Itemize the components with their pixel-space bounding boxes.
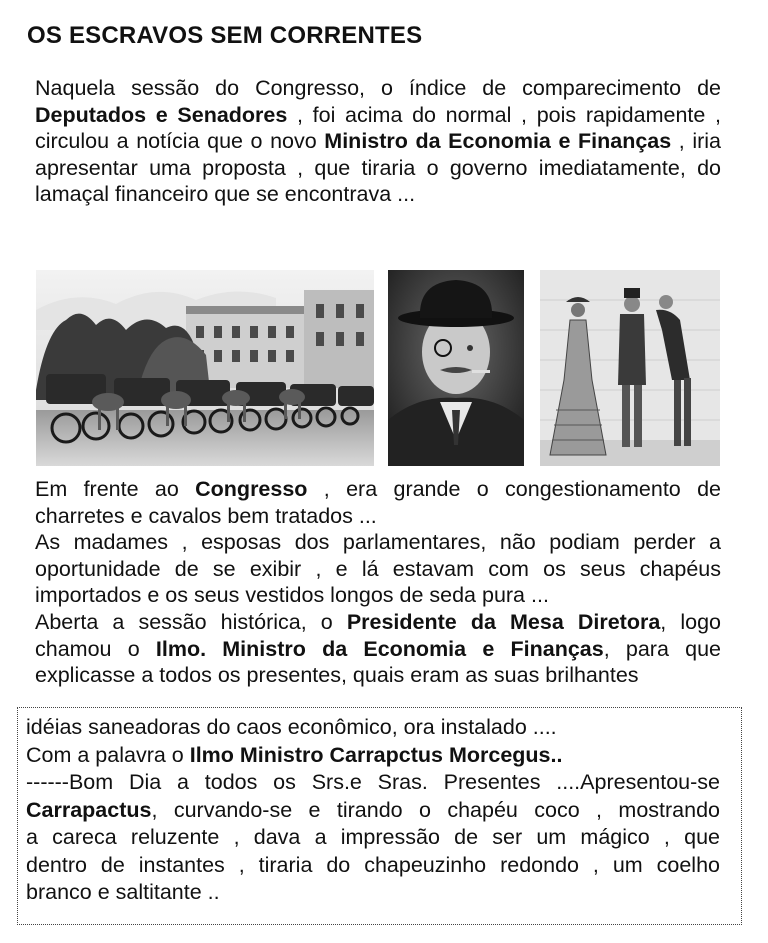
box-text bbox=[26, 714, 720, 907]
page-title: OS ESCRAVOS SEM CORRENTES bbox=[27, 22, 423, 49]
box-line-2-text: Com a palavra o bbox=[26, 742, 190, 767]
session-sentence bbox=[35, 609, 721, 689]
middle-text-2: , era grande o congestionamento de charretes e cavalos bem tratados ... bbox=[35, 477, 721, 528]
box-line-1: idéias saneadoras do caos econômico, ora instalado .... bbox=[26, 715, 557, 739]
intro-text-2: , foi acima do normal , pois rapidamente , circulou a notícia que o novo bbox=[35, 102, 721, 154]
box-line-3: ------Bom Dia a todos os Srs.e Sras. Presentes ....Apresentou-se bbox=[26, 770, 720, 794]
box-line-6: dentro de instantes , tiraria do chapeuzinho redondo , um coelho bbox=[26, 852, 720, 877]
box-line-4-text: , curvando-se e tirando o chapéu coco , mostrando bbox=[151, 797, 720, 822]
intro-paragraph bbox=[35, 75, 721, 208]
intro-text-3: , iria apresentar uma proposta , que tiraria o governo imediatamente, do lamaçal financeiro que se encontrava ... bbox=[35, 129, 721, 207]
middle-text-5: , logo chamou o bbox=[35, 609, 721, 661]
box-line-5: a careca reluzente , dava a impressão de ser um mágico , que bbox=[26, 825, 720, 849]
ladies-engraving bbox=[540, 270, 720, 466]
box-line-2-bold: Ilmo Ministro Carrapctus Morcegus.. bbox=[189, 742, 563, 767]
middle-bold-3: Ilmo. Ministro da Economia e Finanças bbox=[155, 636, 604, 661]
minister-photo bbox=[388, 270, 524, 466]
congress-sentence bbox=[35, 476, 721, 529]
middle-text-1: Em frente ao bbox=[35, 477, 196, 501]
box-line-7: branco e saltitante .. bbox=[26, 880, 220, 904]
box-line-4-bold: Carrapactus bbox=[26, 797, 152, 822]
middle-bold-1: Congresso bbox=[195, 477, 308, 501]
intro-text-1: Naquela sessão do Congresso, o índice de comparecimento de bbox=[35, 76, 721, 100]
middle-text-4: Aberta a sessão histórica, o bbox=[35, 609, 347, 634]
middle-bold-2: Presidente da Mesa Diretora bbox=[346, 609, 661, 634]
middle-text-6: , para que explicasse a todos os presentes, quais eram as suas brilhantes bbox=[35, 636, 721, 688]
intro-bold-1: Deputados e Senadores bbox=[35, 102, 288, 127]
carriages-photo bbox=[36, 270, 374, 466]
box-line-4 bbox=[26, 797, 720, 825]
box-line-2 bbox=[26, 742, 720, 770]
madames-sentence: As madames , esposas dos parlamentares, não podiam perder a oportunidade de se exibir , e lá estavam com os seus chapéus importados e os seus vestidos longos de seda pura ... bbox=[35, 530, 721, 608]
intro-bold-2: Ministro da Economia e Finanças bbox=[324, 129, 672, 154]
middle-paragraph bbox=[35, 476, 721, 689]
